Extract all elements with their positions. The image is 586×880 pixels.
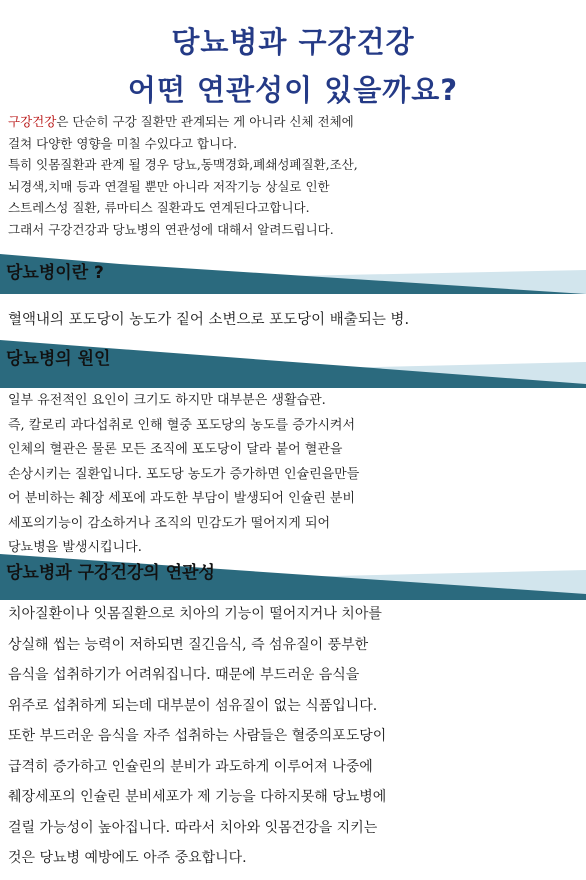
relation-line: 급격히 증가하고 인슐린의 분비가 과도하게 이루어져 나중에 [8, 758, 373, 775]
section-band-definition [0, 252, 586, 294]
cause-line: 인체의 혈관은 물론 모든 조직에 포도당이 달라 붙어 혈관을 [8, 442, 343, 457]
intro-paragraph [8, 111, 583, 240]
cause-line: 세포의기능이 감소하거나 조직의 민감도가 떨어지게 되어 [8, 515, 331, 531]
intro-line-rest: 은 단순히 구강 질환만 관계되는 게 아니라 신체 전체에 [56, 114, 354, 129]
intro-highlight: 구강건강 [8, 114, 57, 129]
page-title-line-1: 당뇨병과 구강건강 [171, 25, 415, 59]
section-heading-cause: 당뇨병의 원인 [6, 349, 111, 369]
intro-line: 그래서 구강건강과 당뇨병의 연관성에 대해서 알려드립니다. [8, 221, 334, 237]
relation-line: 위주로 섭취하게 되는데 대부분이 섬유질이 없는 식품입니다. [8, 697, 378, 714]
relation-line: 췌장세포의 인슐린 분비세포가 제 기능을 다하지못해 당뇨병에 [8, 789, 387, 805]
intro-line: 걸쳐 다양한 영향을 미칠 수있다고 합니다. [8, 135, 238, 151]
cause-line: 즉, 칼로리 과다섭취로 인해 혈중 포도당의 농도를 증가시켜서 [8, 417, 356, 433]
intro-line: 특히 잇몸질환과 관계 될 경우 당뇨,동맥경화,폐쇄성폐질환,조산, [8, 157, 358, 172]
section-heading-relation: 당뇨병과 구강건강의 연관성 [6, 563, 215, 583]
section-band-cause [0, 340, 586, 388]
definition-line: 혈액내의 포도당이 농도가 짙어 소변으로 포도당이 배출되는 병. [8, 312, 410, 328]
relation-line: 음식을 섭취하기가 어려워집니다. 때문에 부드러운 음식을 [8, 667, 360, 683]
section-band-relation [0, 554, 586, 600]
cause-line: 당뇨병을 발생시킵니다. [8, 540, 142, 555]
relation-paragraph [8, 599, 583, 874]
cause-line: 일부 유전적인 요인이 크기도 하지만 대부분은 생활습관. [8, 393, 326, 408]
definition-paragraph [8, 309, 583, 331]
intro-line [8, 111, 583, 133]
cause-line: 손상시키는 질환입니다. 포도당 농도가 증가하면 인슐린을만들 [8, 466, 360, 482]
relation-line: 걸릴 가능성이 높아집니다. 따라서 치아와 잇몸건강을 지키는 [8, 819, 378, 836]
intro-line: 스트레스성 질환, 류마티스 질환과도 연계된다고합니다. [8, 200, 310, 215]
page-title-line-2: 어떤 연관성이 있을까요? [127, 73, 459, 107]
relation-line: 또한 부드러운 음식을 자주 섭취하는 사람들은 혈중의포도당이 [8, 728, 387, 744]
relation-line: 치아질환이나 잇몸질환으로 치아의 기능이 떨어지거나 치아를 [8, 606, 382, 622]
intro-line: 뇌경색,치매 등과 연결될 뿐만 아니라 저작기능 상실로 인한 [8, 178, 330, 194]
cause-line: 어 분비하는 췌장 세포에 과도한 부담이 발생되어 인슐린 분비 [8, 491, 356, 506]
relation-line: 상실해 씹는 능력이 저하되면 질긴음식, 즉 섬유질이 풍부한 [8, 636, 369, 653]
relation-line: 것은 당뇨병 예방에도 아주 중요합니다. [8, 850, 247, 866]
section-heading-definition: 당뇨병이란 ? [6, 263, 104, 283]
cause-paragraph [8, 389, 583, 561]
